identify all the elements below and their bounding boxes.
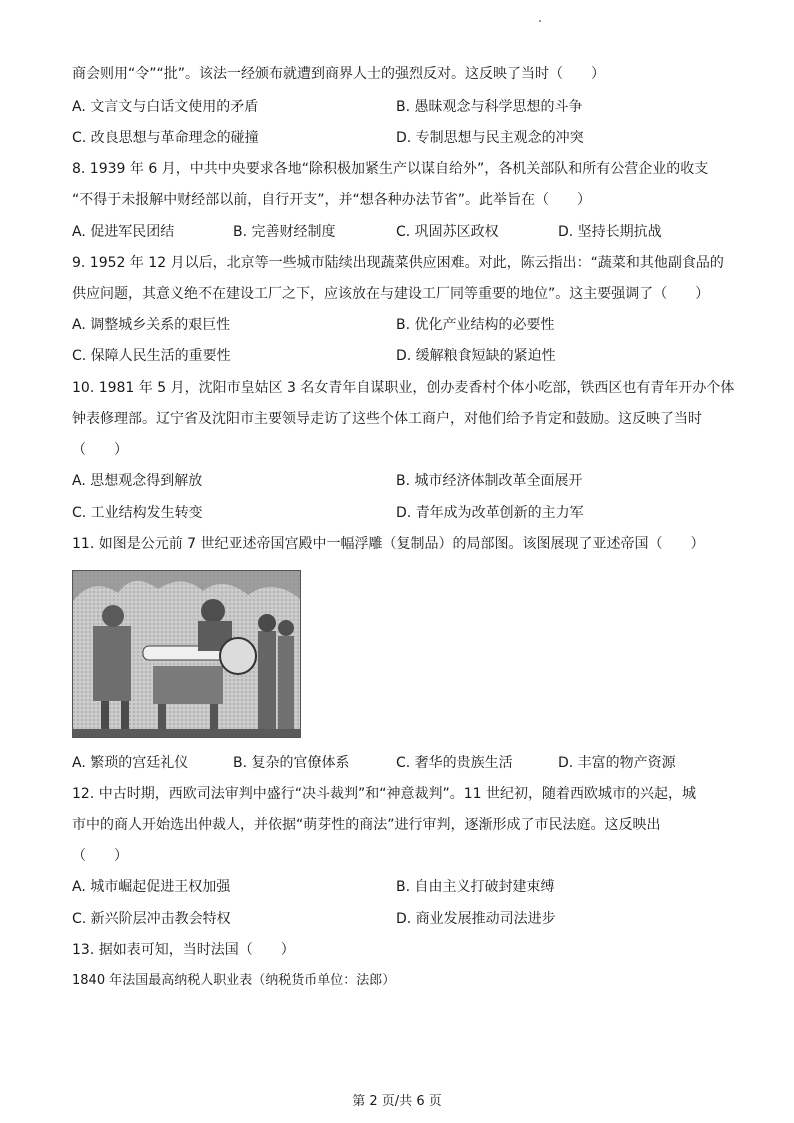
q9-option-d: D. 缓解粮食短缺的紧迫性 [396,348,556,364]
q7-option-a: A. 文言文与白话文使用的矛盾 [72,99,259,115]
q10-option-c: C. 工业结构发生转变 [72,505,203,521]
q8-option-d: D. 坚持长期抗战 [558,224,662,240]
q7-option-c: C. 改良思想与革命理念的碰撞 [72,130,259,146]
q10-text-1: 10. 1981 年 5 月，沈阳市皇姑区 3 名女青年自谋职业，创办麦香村个体小吃部，铁西区也有青年开办个体 [72,380,735,396]
q8-text-1: 8. 1939 年 6 月，中共中央要求各地“除积极加紧生产以谋自给外”，各机关部队和所有公营企业的收支 [72,161,709,177]
q12-text-3: （ ） [72,848,128,864]
q7-text-end: 商会则用“令”“批”。该法一经颁布就遭到商界人士的强烈反对。这反映了当时（ ） [72,66,606,82]
q8-option-c: C. 巩固苏区政权 [396,224,499,240]
q10-text-3: （ ） [72,442,128,458]
q10-text-2: 钟表修理部。辽宁省及沈阳市主要领导走访了这些个体工商户，对他们给予肯定和鼓励。这反映了当时 [72,411,702,427]
q8-option-b: B. 完善财经制度 [233,224,336,240]
q8-option-a: A. 促进军民团结 [72,224,175,240]
page-footer: 第 2 页/共 6 页 [352,1094,442,1109]
q12-text-2: 市中的商人开始选出仲裁人，并依据“萌芽性的商法”进行审判，逐渐形成了市民法庭。这反映出 [72,817,661,833]
q11-option-a: A. 繁琐的宫廷礼仪 [72,755,189,771]
q12-option-d: D. 商业发展推动司法进步 [396,911,556,927]
q13-text-1: 13. 据如表可知，当时法国（ ） [72,942,295,958]
q11-option-b: B. 复杂的官僚体系 [233,755,350,771]
q10-option-d: D. 青年成为改革创新的主力军 [396,505,584,521]
q11-text-1: 11. 如图是公元前 7 世纪亚述帝国宫殿中一幅浮雕（复制品）的局部图。该图展现了亚述帝国（ ） [72,536,705,552]
q11-option-d: D. 丰富的物产资源 [558,755,676,771]
q9-option-a: A. 调整城乡关系的艰巨性 [72,317,231,333]
scan-dot [539,20,541,22]
q9-text-2: 供应问题，其意义绝不在建设工厂之下，应该放在与建设工厂同等重要的地位”。这主要强调了（ ） [72,286,710,302]
q12-option-b: B. 自由主义打破封建束缚 [396,879,555,895]
q9-option-c: C. 保障人民生活的重要性 [72,348,231,364]
assyrian-relief-image [72,570,301,738]
q7-option-d: D. 专制思想与民主观念的冲突 [396,130,584,146]
q10-option-a: A. 思想观念得到解放 [72,473,203,489]
q9-text-1: 9. 1952 年 12 月以后，北京等一些城市陆续出现蔬菜供应困难。对此，陈云指出：“蔬菜和其他副食品的 [72,255,724,271]
q9-option-b: B. 优化产业结构的必要性 [396,317,555,333]
q11-option-c: C. 奢华的贵族生活 [396,755,513,771]
q12-option-c: C. 新兴阶层冲击教会特权 [72,911,231,927]
q8-text-2: “不得于未报解中财经部以前，自行开支”，并“想各种办法节省”。此举旨在（ ） [72,192,592,208]
q12-text-1: 12. 中古时期，西欧司法审判中盛行“决斗裁判”和“神意裁判”。11 世纪初，随着西欧城市的兴起，城 [72,786,696,802]
q13-table-caption: 1840 年法国最高纳税人职业表（纳税货币单位：法郎） [72,973,396,988]
q7-option-b: B. 愚昧观念与科学思想的斗争 [396,99,583,115]
relief-drawing [73,571,300,737]
q12-option-a: A. 城市崛起促进王权加强 [72,879,231,895]
q10-option-b: B. 城市经济体制改革全面展开 [396,473,583,489]
